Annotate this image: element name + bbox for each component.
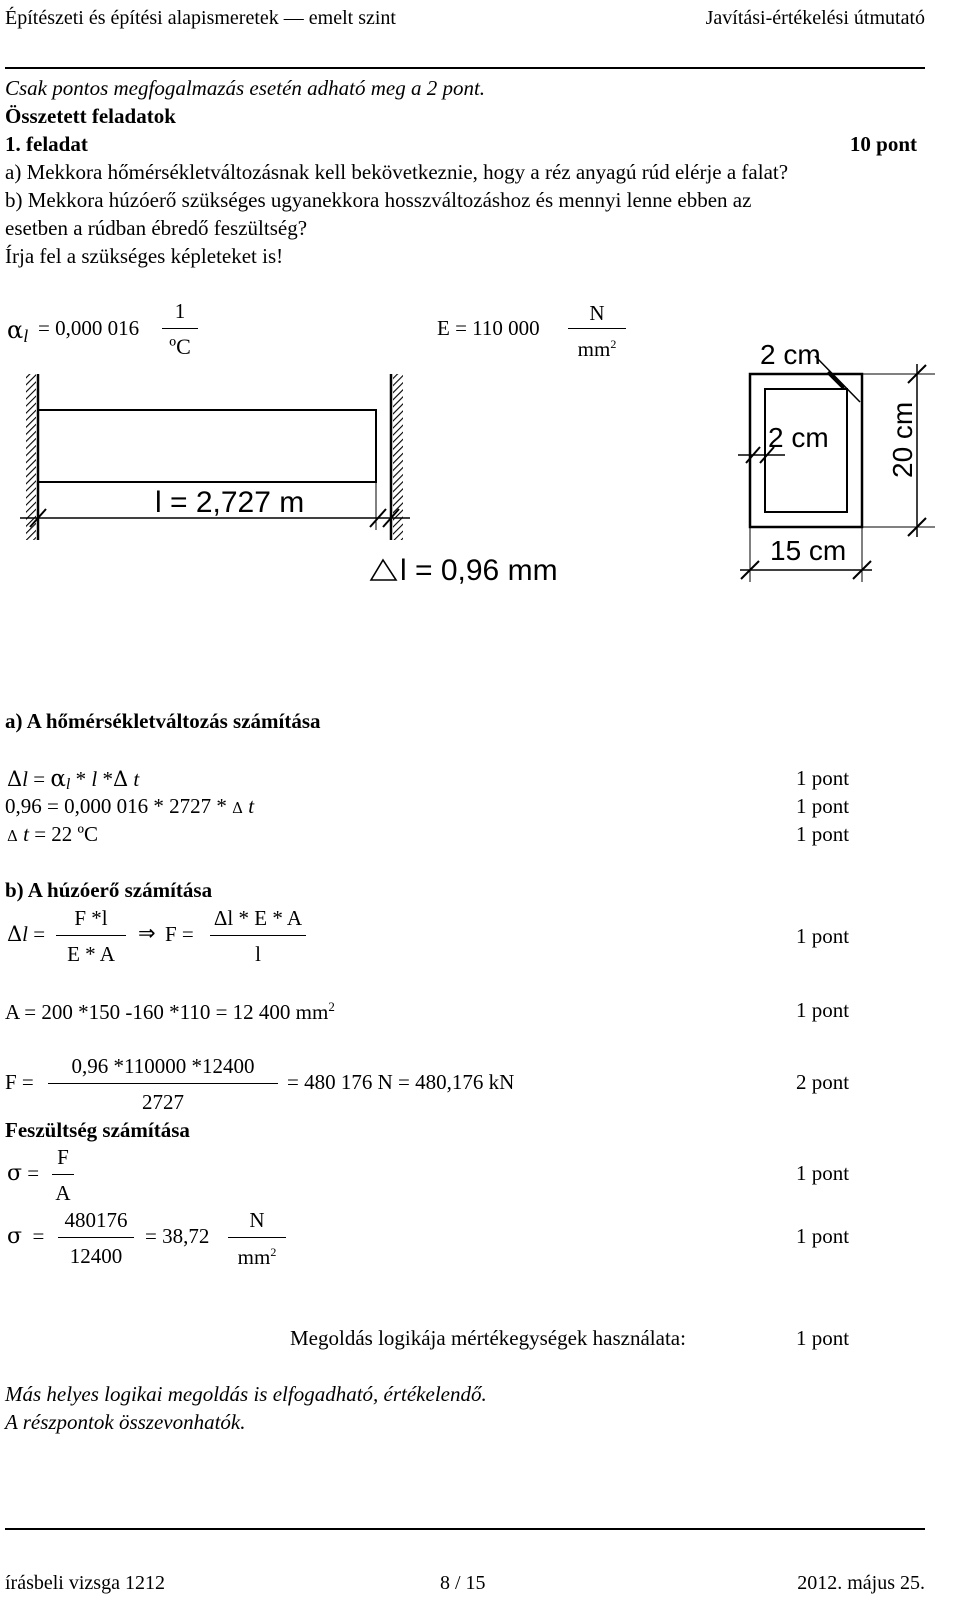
part-b-f1-num: F *l [74,906,108,930]
e-unit-bar [568,328,626,329]
copper-bar [38,410,376,482]
logic-points: 1 pont [796,1326,850,1350]
stress-unit-fraction [228,1208,286,1270]
stress-calc-lhs: σ = [7,1224,45,1249]
part-b-force-den: 2727 [142,1090,184,1114]
note-alternative: Más helyes logikai megoldás is elfogadható, értékelendő. [5,1382,487,1406]
footer-rule [5,1528,925,1530]
footer-date: 2012. május 25. [797,1572,925,1594]
stress-formula-lhs: σ = [7,1161,40,1186]
implies-arrow-icon: ⇒ [138,921,156,945]
stress-calc-fraction [58,1208,134,1268]
stress-unit-num: N [249,1208,265,1232]
footer-page: 8 / 15 [440,1572,486,1594]
part-a-formula-points: 1 pont [796,766,850,790]
part-b-fraction-1 [56,906,126,966]
part-b-force-lhs: F = [5,1070,34,1094]
stress-calc-num: 480176 [64,1208,128,1232]
part-b-heading: b) A húzóerő számítása [5,878,213,902]
alpha-value: = 0,000 016 [38,316,140,340]
part-b-f1-bar [56,935,126,936]
stress-calc-bar [58,1237,134,1238]
dim-wall-side-label: 2 cm [768,422,829,453]
dim-height-label: 20 cm [887,401,918,478]
dim-wall-top-label: 2 cm [760,339,821,370]
stress-calc-den: 12400 [69,1244,123,1268]
stress-heading: Feszültség számítása [5,1118,190,1142]
alpha-unit-bar [162,328,198,329]
note-combine: A részpontok összevonhatók. [5,1410,246,1434]
part-a-heading: a) A hőmérsékletváltozás számítása [5,709,321,733]
task-points: 10 pont [849,132,917,156]
part-a-substitution-points: 1 pont [796,794,850,818]
e-unit-num: N [589,301,605,325]
delta-triangle-icon [371,560,396,580]
stress-formula-num: F [57,1145,69,1169]
question-b-line2: esetben a rúdban ébredő feszültség? [5,216,308,240]
logic-label: Megoldás logikája mértékegységek használata: [290,1326,686,1350]
e-modulus-value: E = 110 000 [437,316,540,340]
part-b-force-bar [48,1083,278,1084]
delta-label: l = 0,96 mm [400,554,558,587]
part-b-f1-den: E * A [67,942,115,966]
alpha-unit-fraction [162,300,198,360]
stress-unit-bar [228,1237,286,1238]
e-unit-fraction [568,300,626,364]
alpha-symbol: αl [7,316,29,346]
part-b-f2-den: l [255,942,261,966]
part-b-force-points: 2 pont [796,1070,850,1094]
stress-formula-fraction [52,1145,74,1205]
part-b-f2-bar [210,935,306,936]
part-b-force-fraction [48,1054,278,1114]
part-a-substitution: 0,96 = 0,000 016 * 2727 * Δ t [5,794,255,818]
part-b-area-points: 1 pont [796,998,850,1022]
part-b-f-equals: F = [165,922,194,946]
part-a-result: Δ t = 22 ºC [7,822,99,846]
stress-result: = 38,72 [145,1224,210,1248]
header-rule [5,67,925,69]
header-left: Építészeti és építési alapismeretek — emelt szint [5,7,396,29]
part-b-lhs: Δl = [7,922,46,946]
question-a: a) Mekkora hőmérsékletváltozásnak kell bekövetkeznie, hogy a réz anyagú rúd elérje a falat? [5,160,789,184]
stress-result-points: 1 pont [796,1224,850,1248]
question-b-line1: b) Mekkora húzóerő szükséges ugyanekkora hosszváltozáshoz és mennyi lenne ebben az [5,188,752,212]
header-right: Javítási-értékelési útmutató [705,7,925,29]
part-b-f2-num: Δl * E * A [213,906,303,930]
part-a-result-points: 1 pont [796,822,850,846]
stress-unit-den: $mm^2$ [237,1245,277,1269]
alpha-unit-num: 1 [174,299,186,323]
intro-note: Csak pontos megfogalmazás esetén adható meg a 2 pont. [5,76,486,100]
left-wall-hatch [26,374,36,540]
part-b-force-num: 0,96 *110000 *12400 [71,1054,255,1078]
alpha-unit-den: ºC [169,334,191,359]
footer-left: írásbeli vizsga 1212 [5,1572,165,1594]
part-b-force-result: = 480 176 N = 480,176 kN [287,1070,515,1094]
part-b-formula-points: 1 pont [796,924,850,948]
task-title: 1. feladat [5,132,88,156]
stress-formula-points: 1 pont [796,1161,850,1185]
part-b-area: A = 200 *150 -160 *110 = 12 400 $mm^2$ [5,999,335,1024]
question-c: Írja fel a szükséges képleteket is! [5,244,284,268]
dim-width-label: 15 cm [770,535,847,566]
part-a-formula: Δl = αl * l *Δ t [7,766,140,793]
stress-formula-den: A [55,1181,71,1205]
e-unit-den: $mm^2$ [577,337,617,361]
length-label: l = 2,727 m [155,486,305,519]
stress-formula-bar [52,1174,74,1175]
part-b-fraction-2 [210,906,306,966]
section-title: Összetett feladatok [5,104,176,128]
